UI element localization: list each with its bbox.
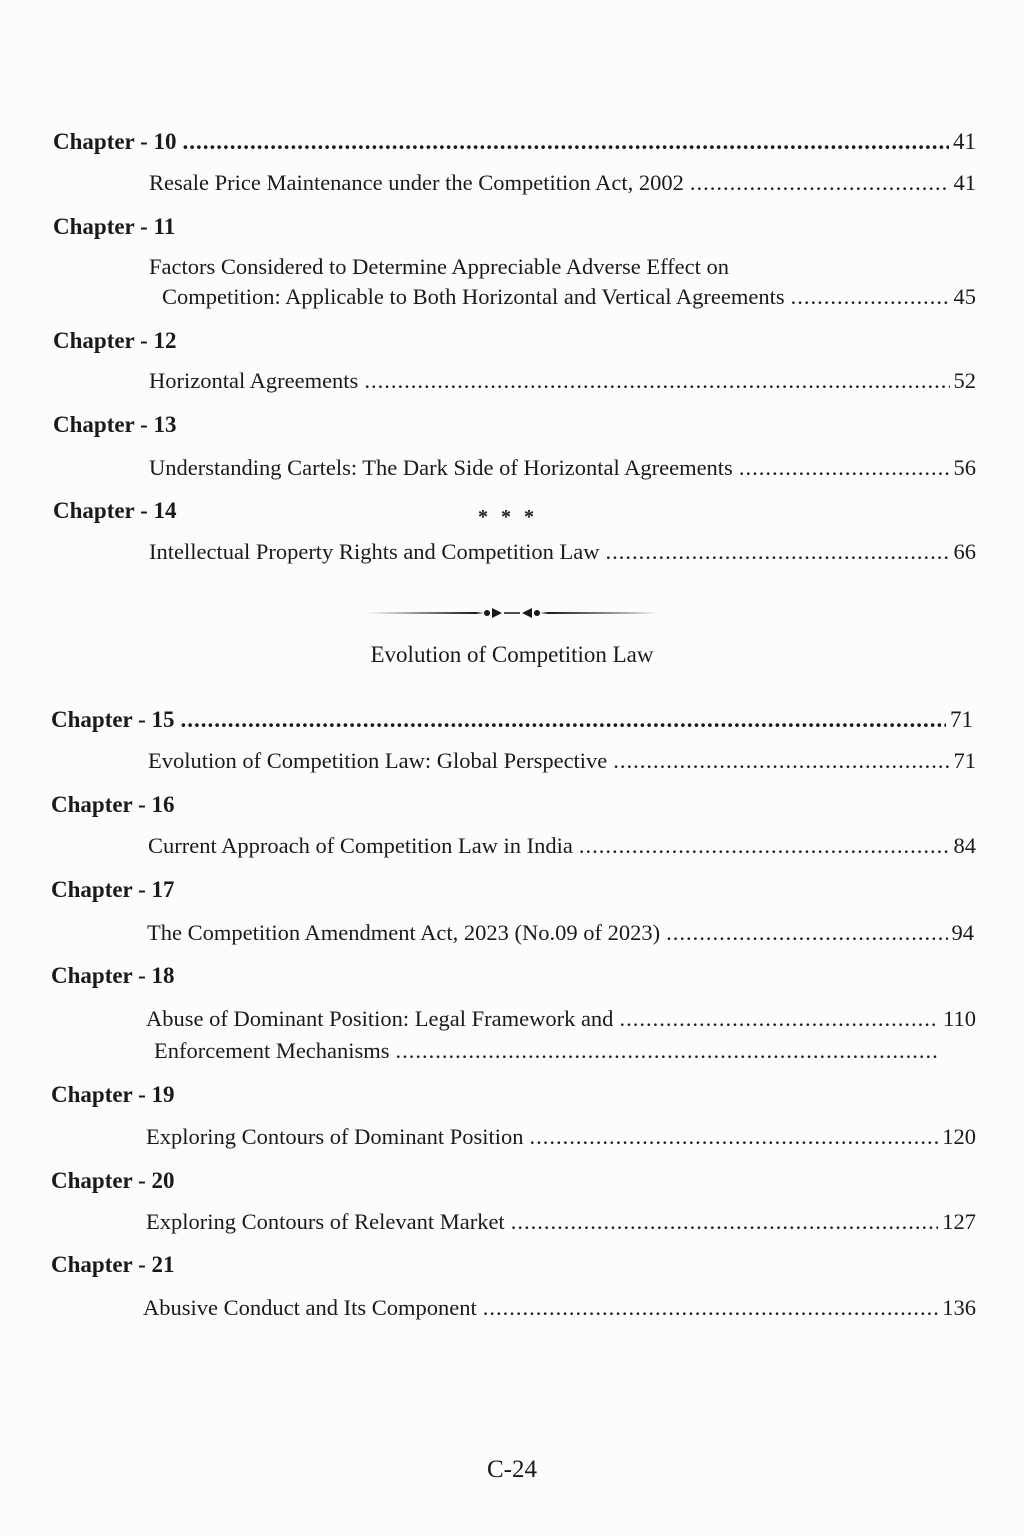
dot-leader [606, 538, 950, 566]
page-number: 127 [942, 1209, 976, 1234]
entry-title: Exploring Contours of Relevant Market [146, 1209, 505, 1234]
dot-leader [791, 283, 950, 311]
dot-leader [666, 919, 947, 947]
entry-title: Evolution of Competition Law: Global Perspective [148, 748, 608, 773]
toc-entry [149, 454, 976, 482]
dot-leader [619, 1005, 939, 1033]
entry-title: Resale Price Maintenance under the Competition Act, 2002 [149, 170, 684, 195]
entry-title: Intellectual Property Rights and Competition Law [149, 539, 600, 564]
entry-title: Abusive Conduct and Its Component [143, 1295, 477, 1320]
entry-title: Understanding Cartels: The Dark Side of Horizontal Agreements [149, 455, 733, 480]
entry-title: Exploring Contours of Dominant Position [146, 1124, 524, 1149]
chapter-12-heading: Chapter - 12 [53, 328, 177, 353]
chapter-17-heading: Chapter - 17 [51, 877, 175, 902]
toc-entry [146, 1005, 976, 1033]
entry-title: Current Approach of Competition Law in India [148, 833, 573, 858]
dot-leader [396, 1037, 940, 1065]
page-number: 136 [942, 1295, 976, 1320]
page-number: 66 [953, 539, 976, 564]
toc-entry-continued [154, 1037, 940, 1065]
toc-entry [149, 367, 976, 395]
page-number: 41 [953, 129, 976, 154]
page-number: 45 [953, 284, 976, 309]
chapter-11-heading: Chapter - 11 [53, 214, 176, 239]
chapter-label: Chapter - 15 [51, 707, 175, 732]
page-number: 56 [953, 455, 976, 480]
chapter-20-heading: Chapter - 20 [51, 1168, 175, 1193]
chapter-15-heading [51, 706, 973, 734]
page-footer-label: C-24 [487, 1456, 537, 1483]
toc-entry [147, 919, 974, 947]
page-number: 41 [953, 170, 976, 195]
toc-entry [162, 283, 976, 311]
page-number: 94 [951, 920, 974, 945]
toc-entry [148, 747, 976, 775]
chapter-10-heading [53, 128, 976, 156]
toc-entry [149, 169, 976, 197]
dot-leader [511, 1208, 939, 1236]
dot-leader [483, 1294, 939, 1322]
chapter-18-heading: Chapter - 18 [51, 963, 175, 988]
dot-leader [364, 367, 949, 395]
dot-leader [739, 454, 950, 482]
ornament-divider-icon [366, 604, 658, 622]
chapter-14-heading: Chapter - 14 [53, 498, 177, 523]
dot-leader [181, 706, 946, 734]
dot-leader [690, 169, 950, 197]
toc-entry [148, 832, 976, 860]
page-number: 84 [953, 833, 976, 858]
dot-leader [613, 747, 949, 775]
entry-title: Horizontal Agreements [149, 368, 359, 393]
entry-title: Abuse of Dominant Position: Legal Framework and [146, 1006, 614, 1031]
section-title: Evolution of Competition Law [370, 642, 654, 667]
toc-entry [146, 1123, 976, 1151]
separator-stars: * * * [478, 506, 538, 528]
page-number: 110 [943, 1006, 976, 1031]
chapter-label: Chapter - 10 [53, 129, 177, 154]
chapter-13-heading: Chapter - 13 [53, 412, 177, 437]
toc-entry [149, 538, 976, 566]
entry-title: The Competition Amendment Act, 2023 (No.09 of 2023) [147, 920, 661, 945]
entry-title: Competition: Applicable to Both Horizontal and Vertical Agreements [162, 284, 785, 309]
toc-entry [146, 1208, 976, 1236]
page-number: 71 [950, 707, 973, 732]
page-number: 120 [942, 1124, 976, 1149]
page-number: 52 [953, 368, 976, 393]
page-number: 71 [953, 748, 976, 773]
entry-title-line1: Factors Considered to Determine Appreciable Adverse Effect on [149, 254, 730, 279]
chapter-19-heading: Chapter - 19 [51, 1082, 175, 1107]
dot-leader [530, 1123, 939, 1151]
dot-leader [183, 128, 949, 156]
dot-leader [579, 832, 950, 860]
entry-title-line2: Enforcement Mechanisms [154, 1038, 390, 1063]
chapter-16-heading: Chapter - 16 [51, 792, 175, 817]
chapter-21-heading: Chapter - 21 [51, 1252, 175, 1277]
toc-entry [143, 1294, 976, 1322]
